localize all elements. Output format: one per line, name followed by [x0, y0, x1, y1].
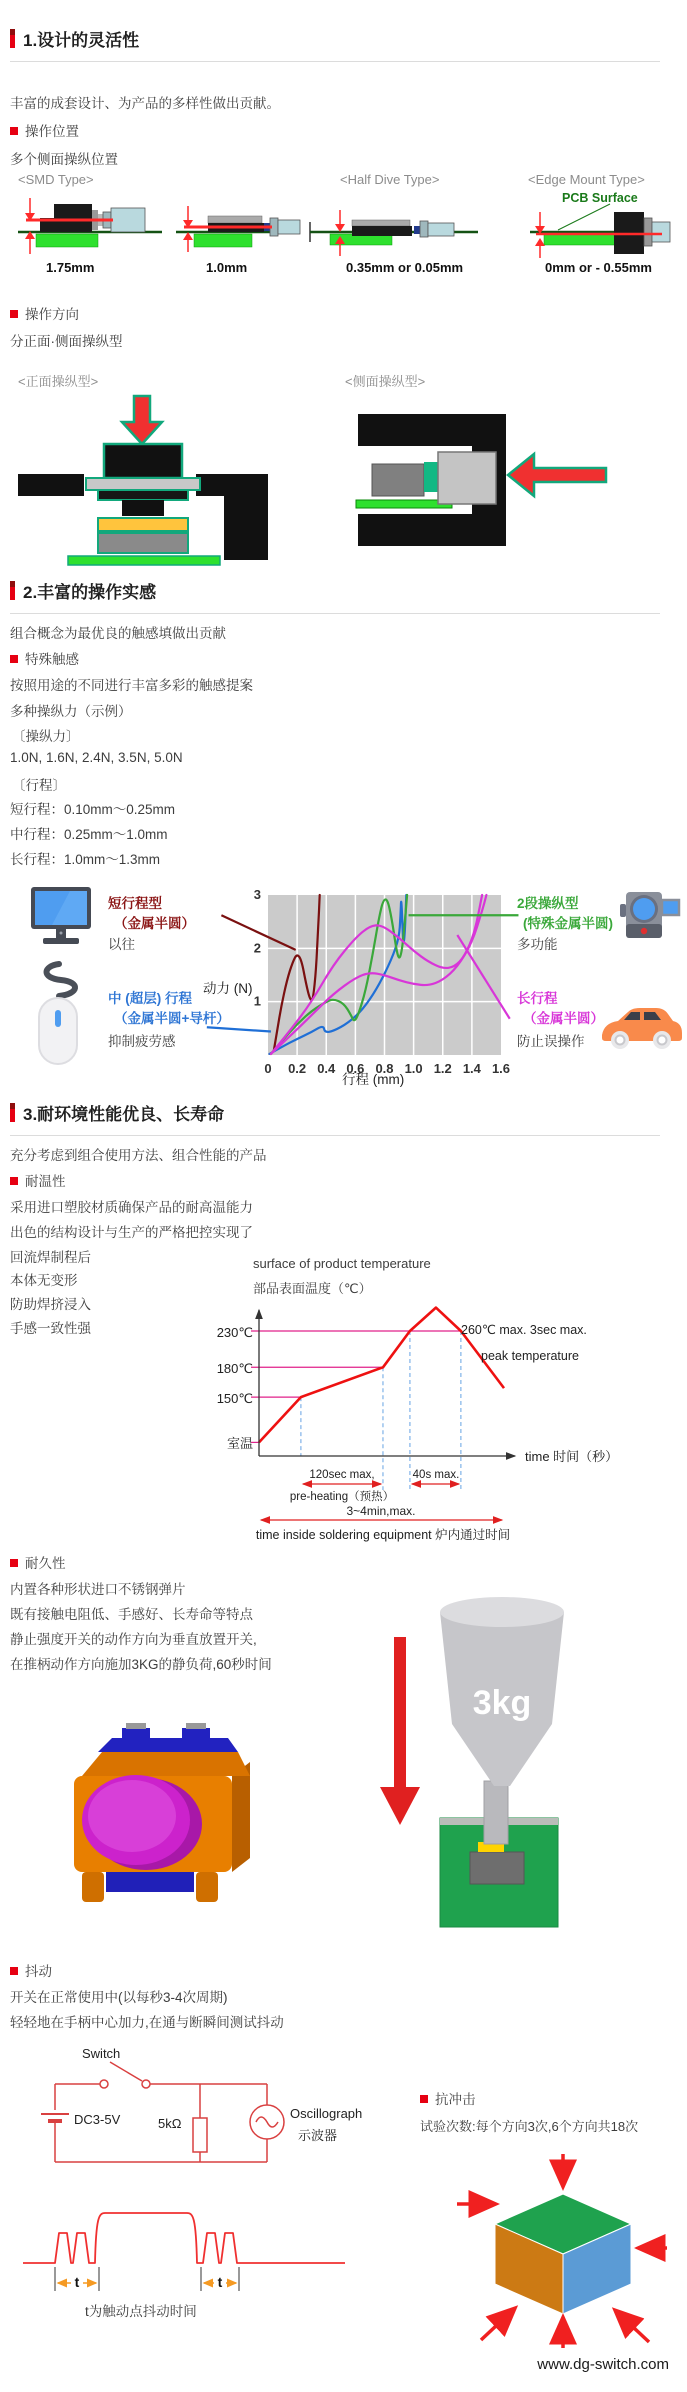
s3-heat5: 防助焊挤浸入 — [10, 1297, 91, 1312]
red-bullet-icon — [10, 310, 18, 318]
footer-url: www.dg-switch.com — [537, 2356, 669, 2373]
s3-jitter1: 开关在正常使用中(以每秒3-4次周期) — [10, 1990, 228, 2005]
s3-dura: 耐久性 — [10, 1552, 66, 1572]
car-icon — [598, 1005, 684, 1051]
s1-intro: 丰富的成套设计、为产品的多样性做出贡献。 — [10, 96, 280, 111]
meas-1: 1.75mm — [46, 260, 95, 275]
s2-line5: 〔行程〕 — [12, 778, 66, 793]
weight-label: 3kg — [472, 1684, 532, 1722]
force-chart-ylabel: 动力 (N) — [203, 981, 253, 996]
red-bullet-icon — [10, 1177, 18, 1185]
long-stroke-sub: （金属半圆） — [523, 1011, 604, 1026]
red-bar-icon — [10, 581, 15, 600]
s3-shock-desc: 试验次数:每个方向3次,6个方向共18次 — [420, 2119, 639, 2134]
pcb-surface-label: PCB Surface — [562, 191, 638, 205]
x-tick-label: 0.8 — [375, 1061, 394, 1076]
s2-intro: 组合概念为最优良的触感填做出贡献 — [10, 626, 226, 641]
wave-caption: t为触动点抖动时间 — [85, 2304, 197, 2319]
section1-header — [10, 26, 660, 62]
smd-diagram-2 — [176, 206, 300, 275]
y-tick-label: 2 — [253, 940, 261, 956]
camcorder-icon — [620, 888, 680, 946]
front-push-diagram — [18, 396, 268, 565]
mount-types-diagram — [10, 168, 670, 280]
switch-contact-icon — [142, 2080, 150, 2088]
mouse-icon — [36, 958, 82, 1068]
x-tick-label: 1.6 — [491, 1061, 511, 1076]
s3-heat3: 回流焊制程后 — [10, 1250, 91, 1265]
t-label-1: t — [74, 2274, 80, 2290]
red-bullet-icon — [10, 1967, 18, 1975]
s2-line6: 短行程：0.10mm～0.25mm — [10, 802, 176, 817]
section2-title: 2.丰富的操作实感 — [23, 583, 157, 602]
section2-header — [10, 578, 660, 614]
shock-test-cube — [455, 2150, 670, 2350]
red-bullet-icon — [420, 2095, 428, 2103]
y-tick-label: 3 — [253, 887, 261, 902]
weight-3kg — [440, 1597, 564, 1844]
s2-line8: 长行程：1.0mm～1.3mm — [10, 852, 161, 867]
peak-time: 40s max. — [412, 1469, 460, 1481]
left-arrow-icon — [508, 454, 606, 496]
smd-diagram-1 — [18, 198, 162, 275]
red-bullet-icon — [10, 127, 18, 135]
s2-line7: 中行程：0.25mm～1.0mm — [10, 827, 168, 842]
s2-line4: 1.0N, 1.6N, 2.4N, 3.5N, 5.0N — [10, 750, 183, 765]
long-stroke-label: 长行程 — [517, 991, 558, 1006]
monitor-icon — [30, 885, 92, 949]
reflow-title-en: surface of product temperature — [253, 1256, 431, 1271]
s2-line1: 按照用途的不同进行丰富多彩的触感提案 — [10, 678, 253, 693]
red-bar-icon — [10, 1103, 15, 1122]
x-tick-label: 0 — [264, 1061, 272, 1076]
direction-diagram — [10, 370, 670, 570]
s3-intro: 充分考虑到组合使用方法、组合性能的产品 — [10, 1148, 267, 1163]
mid-stroke-sub: （金属半圆+导杆） — [114, 1011, 230, 1026]
resistor-label: 5kΩ — [158, 2116, 182, 2131]
force-chart-xlabel: 行程 (mm) — [342, 1072, 405, 1087]
circuit-switch-label: Switch — [82, 2046, 121, 2061]
s3-dura1: 内置各种形状进口不锈钢弹片 — [10, 1582, 186, 1597]
edge-mount-type-label: <Edge Mount Type> — [528, 172, 645, 187]
section3-title: 3.耐环境性能优良、长寿命 — [23, 1105, 225, 1124]
preheat-label: pre-heating（预热） — [289, 1491, 395, 1503]
two-step-label: 2段操纵型 — [517, 896, 579, 911]
s3-shock: 抗冲击 — [420, 2088, 476, 2108]
reflow-bottom-caption: time inside soldering equipment 炉内通过时间 — [255, 1528, 511, 1542]
short-stroke-sub: （金属半圆） — [114, 916, 195, 931]
s2-line3: 〔操纵力〕 — [12, 729, 80, 744]
s3-dura3: 静止强度开关的动作方向为垂直放置开关, — [10, 1632, 257, 1647]
s3-heat1: 采用进口塑胶材质确保产品的耐高温能力 — [10, 1200, 253, 1215]
s3-jitter: 抖动 — [10, 1960, 52, 1980]
s1-op-pos: 操作位置 — [10, 120, 79, 140]
x-tick-label: 1.0 — [404, 1061, 423, 1076]
battery-label: DC3-5V — [74, 2112, 121, 2127]
waveform-trace — [23, 2213, 345, 2263]
press-test-illustration — [0, 1596, 667, 1936]
peak-note-2: peak temperature — [481, 1349, 579, 1363]
meas-2: 1.0mm — [206, 260, 248, 275]
ytick-150: 150℃ — [216, 1391, 253, 1406]
two-step-note: 多功能 — [517, 937, 558, 952]
down-arrow-icon — [122, 396, 162, 444]
x-tick-label: 1.4 — [462, 1061, 481, 1076]
s1-op-pos-desc: 多个侧面操纵位置 — [10, 152, 118, 167]
series-leader-line — [207, 1027, 271, 1031]
short-stroke-note: 以往 — [108, 937, 135, 952]
side-type-label: <侧面操纵型> — [345, 374, 426, 389]
short-stroke-label: 短行程型 — [108, 896, 162, 911]
s3-dura4: 在推柄动作方向施加3KG的静负荷,60秒时间 — [10, 1657, 272, 1672]
red-bullet-icon — [10, 1559, 18, 1567]
half-dive-diagram — [310, 210, 478, 275]
meas-3: 0.35mm or 0.05mm — [346, 260, 464, 275]
meas-4: 0mm or - 0.55mm — [545, 260, 652, 275]
ytick-230: 230℃ — [216, 1325, 253, 1340]
section1-title: 1.设计的灵活性 — [23, 31, 140, 50]
y-tick-label: 1 — [253, 993, 261, 1009]
static-load-arrow-icon — [380, 1637, 420, 1825]
reflow-xlabel: time 时间（秒） — [525, 1449, 619, 1464]
mid-stroke-label: 中 (超层) 行程 — [108, 991, 192, 1006]
s1-op-dir-desc: 分正面·侧面操纵型 — [10, 334, 123, 349]
mid-stroke-note: 抑制疲劳感 — [108, 1034, 176, 1049]
peak-note-1: 260℃ max. 3sec max. — [461, 1323, 587, 1337]
red-bar-icon — [10, 29, 15, 48]
x-tick-label: 1.2 — [433, 1061, 452, 1076]
tact-switch-3d — [74, 1723, 250, 1902]
s3-heat4: 本体无变形 — [10, 1273, 78, 1288]
s3-heat2: 出色的结构设计与生产的严格把控实现了 — [10, 1225, 253, 1240]
s2-line2: 多种操纵力（示例） — [10, 704, 132, 719]
side-push-diagram — [356, 414, 606, 546]
x-tick-label: 0.6 — [346, 1061, 365, 1076]
ytick-room: 室温 — [226, 1436, 253, 1451]
s3-jitter2: 轻轻地在手柄中心加力,在通与断瞬间测试抖动 — [10, 2015, 284, 2030]
oscillograph-label-cn: 示波器 — [298, 2128, 338, 2143]
s3-dura2: 既有接触电阻低、手感好、长寿命等特点 — [10, 1607, 253, 1622]
preheat-time: 120sec max, — [309, 1469, 375, 1481]
two-step-sub: (特殊金属半圆) — [523, 916, 613, 931]
smd-type-label: <SMD Type> — [18, 172, 94, 187]
total-time: 3~4min,max. — [346, 1504, 416, 1518]
switch-contact-icon — [100, 2080, 108, 2088]
red-bullet-icon — [10, 655, 18, 663]
bounce-test-circuit — [12, 2040, 372, 2180]
s1-op-dir: 操作方向 — [10, 303, 79, 323]
half-dive-type-label: <Half Dive Type> — [340, 172, 440, 187]
reflow-temperature-chart — [205, 1296, 685, 1548]
reflow-title-cn: 部品表面温度（℃） — [253, 1281, 372, 1296]
ytick-180: 180℃ — [216, 1361, 253, 1376]
bounce-waveform — [15, 2205, 355, 2305]
s2-special: 特殊触感 — [10, 648, 79, 668]
x-tick-label: 0.2 — [288, 1061, 307, 1076]
force-stroke-chart — [253, 885, 553, 1097]
x-tick-label: 0.4 — [317, 1061, 336, 1076]
front-type-label: <正面操纵型> — [18, 374, 99, 389]
t-label-2: t — [217, 2274, 223, 2290]
edge-mount-diagram — [530, 204, 670, 275]
s3-heat: 耐温性 — [10, 1170, 66, 1190]
section3-header — [10, 1100, 660, 1136]
s3-heat6: 手感一致性强 — [10, 1321, 91, 1336]
long-stroke-note: 防止误操作 — [517, 1034, 585, 1049]
oscillograph-label-en: Oscillograph — [290, 2106, 363, 2121]
